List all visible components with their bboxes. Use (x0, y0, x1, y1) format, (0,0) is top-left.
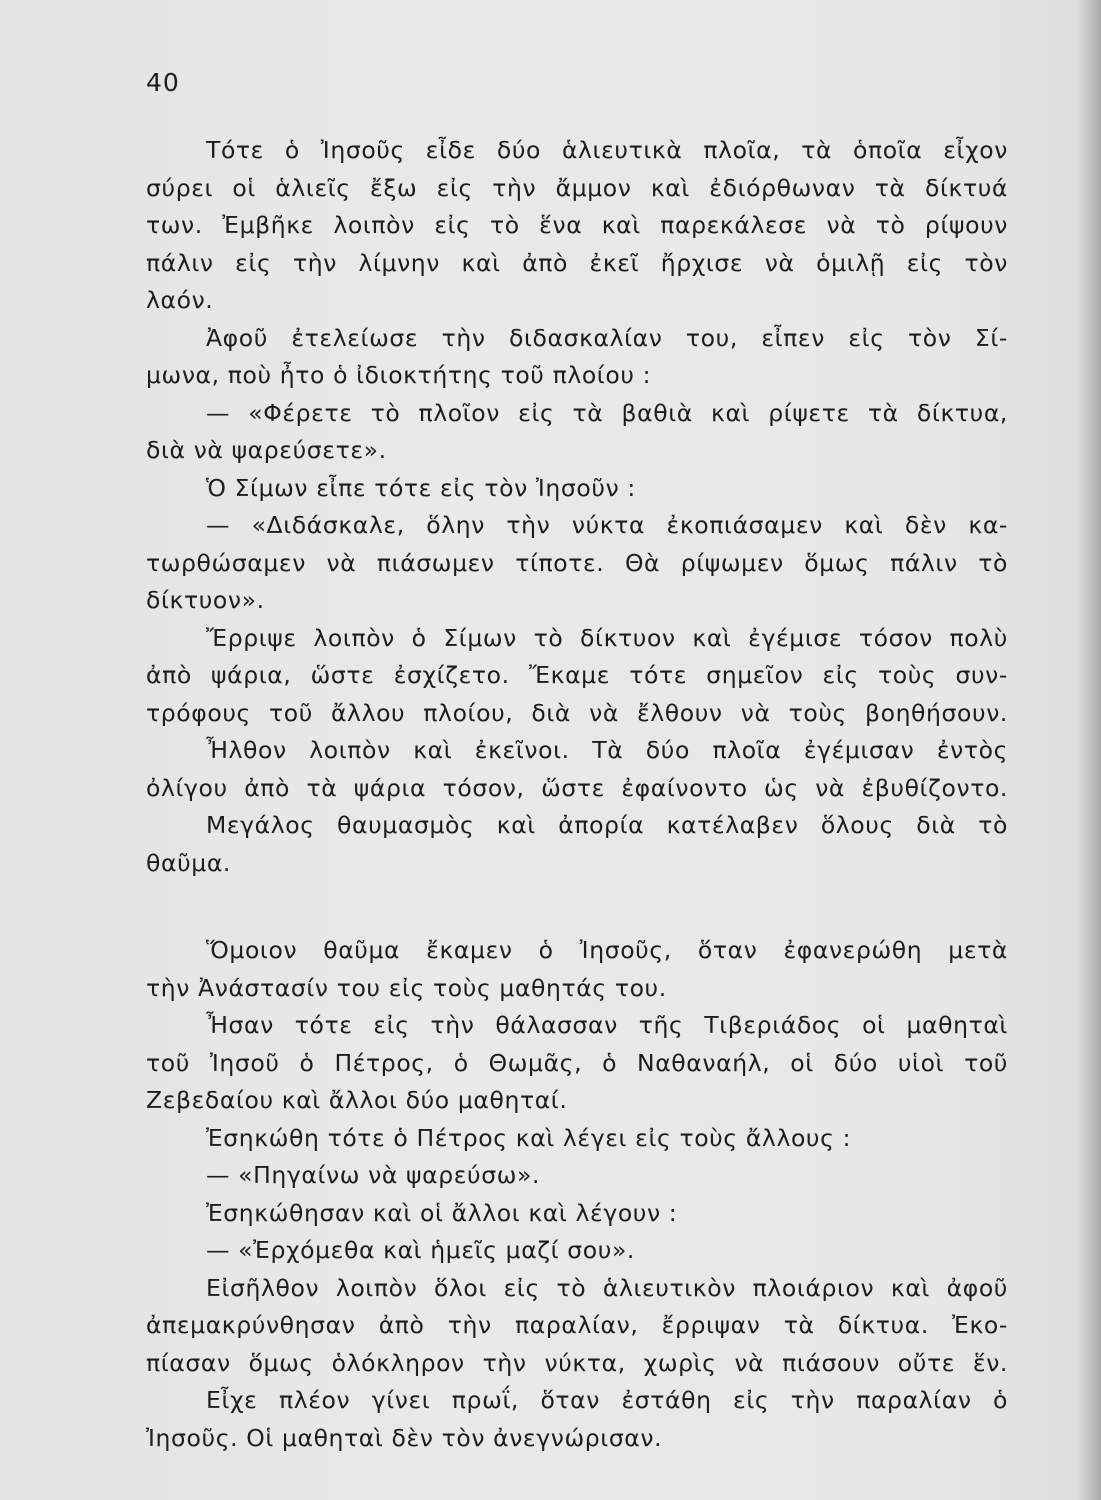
text-line: τοῦ Ἰησοῦ ὁ Πέτρος, ὁ Θωμᾶς, ὁ Ναθαναήλ, οἱ δύο υἱοὶ τοῦ (146, 1048, 1008, 1077)
body-text (146, 132, 1008, 1457)
text-line: Ἔρριψε λοιπὸν ὁ Σίμων τὸ δίκτυον καὶ ἐγέμισε τόσον πολὺ (206, 623, 1008, 652)
text-line: Εἰσῆλθον λοιπὸν ὅλοι εἰς τὸ ἁλιευτικὸν πλοιάριον καὶ ἀφοῦ (206, 1273, 1008, 1302)
text-line: πίασαν ὅμως ὁλόκληρον τὴν νύκτα, χωρὶς νὰ πιάσουν οὔτε ἕν. (146, 1348, 1008, 1377)
text-line: Ἦλθον λοιπὸν καὶ ἐκεῖνοι. Τὰ δύο πλοῖα ἐγέμισαν ἐντὸς (206, 736, 1008, 764)
text-line: Ἐσηκώθησαν καὶ οἱ ἄλλοι καὶ λέγουν : (206, 1198, 678, 1227)
text-line: μωνα, ποὺ ἦτο ὁ ἰδιοκτήτης τοῦ πλοίου : (146, 361, 652, 389)
text-line: Εἶχε πλέον γίνει πρωΐ, ὅταν ἐστάθη εἰς τὴν παραλίαν ὁ (206, 1386, 1008, 1414)
text-line: θαῦμα. (146, 848, 231, 877)
text-line: σύρει οἱ ἁλιεῖς ἔξω εἰς τὴν ἄμμον καὶ ἐδιόρθωναν τὰ δίκτυά (146, 173, 1008, 202)
text-line: Ἐσηκώθη τότε ὁ Πέτρος καὶ λέγει εἰς τοὺς ἄλλους : (206, 1123, 852, 1152)
text-line: Μεγάλος θαυμασμὸς καὶ ἀπορία κατέλαβεν ὅλους διὰ τὸ (206, 811, 1008, 839)
text-line: δίκτυον». (146, 586, 265, 614)
text-line: τρόφους τοῦ ἄλλου πλοίου, διὰ νὰ ἔλθουν νὰ τοὺς βοηθήσουν. (146, 698, 1008, 727)
section-one (146, 132, 1008, 882)
text-line: των. Ἐμβῆκε λοιπὸν εἰς τὸ ἕνα καὶ παρεκάλεσε νὰ τὸ ρίψουν (146, 211, 1008, 239)
text-line: ἀπὸ ψάρια, ὥστε ἐσχίζετο. Ἔκαμε τότε σημεῖον εἰς τοὺς συν- (146, 661, 1008, 689)
text-line: — «Φέρετε τὸ πλοῖον εἰς τὰ βαθιὰ καὶ ρίψετε τὰ δίκτυα, (206, 398, 1008, 427)
text-line: — «Ἐρχόμεθα καὶ ἡμεῖς μαζί σου». (206, 1236, 636, 1264)
text-line: Ἰησοῦς. Οἱ μαθηταὶ δὲν τὸν ἀνεγνώρισαν. (146, 1423, 663, 1452)
text-line: τὴν Ἀνάστασίν του εἰς τοὺς μαθητάς του. (146, 973, 667, 1002)
text-line: διὰ νὰ ψαρεύσετε». (146, 436, 387, 464)
page-gutter-shadow (1079, 0, 1101, 1500)
text-line: Ζεβεδαίου καὶ ἄλλοι δύο μαθηταί. (146, 1086, 568, 1114)
text-line: τωρθώσαμεν νὰ πιάσωμεν τίποτε. Θὰ ρίψωμεν ὅμως πάλιν τὸ (146, 548, 1008, 577)
text-line: — «Πηγαίνω νὰ ψαρεύσω». (206, 1161, 541, 1189)
text-line: πάλιν εἰς τὴν λίμνην καὶ ἀπὸ ἐκεῖ ἤρχισε νὰ ὁμιλῇ εἰς τὸν (146, 248, 1008, 277)
text-line: — «Διδάσκαλε, ὅλην τὴν νύκτα ἐκοπιάσαμεν καὶ δὲν κα- (206, 511, 1008, 539)
page-number: 40 (146, 68, 180, 97)
text-line: ἀπεμακρύνθησαν ἀπὸ τὴν παραλίαν, ἔρριψαν τὰ δίκτυα. Ἐκο- (146, 1311, 1008, 1339)
text-line: Ἀφοῦ ἐτελείωσε τὴν διδασκαλίαν του, εἶπεν εἰς τὸν Σί- (206, 323, 1008, 352)
text-line: ὀλίγου ἀπὸ τὰ ψάρια τόσον, ὥστε ἐφαίνοντο ὡς νὰ ἐβυθίζοντο. (146, 773, 1008, 802)
section-two (146, 932, 1008, 1457)
text-line: Ὁ Σίμων εἶπε τότε εἰς τὸν Ἰησοῦν : (206, 473, 636, 502)
text-line: λαόν. (146, 286, 214, 314)
text-line: Ὅμοιον θαῦμα ἔκαμεν ὁ Ἰησοῦς, ὅταν ἐφανερώθη μετὰ (206, 936, 1008, 964)
text-line: Ἦσαν τότε εἰς τὴν θάλασσαν τῆς Τιβεριάδος οἱ μαθηταὶ (206, 1011, 1008, 1039)
text-line: Τότε ὁ Ἰησοῦς εἶδε δύο ἁλιευτικὰ πλοῖα, τὰ ὁποῖα εἶχον (206, 136, 1008, 164)
section-break (146, 882, 1008, 932)
